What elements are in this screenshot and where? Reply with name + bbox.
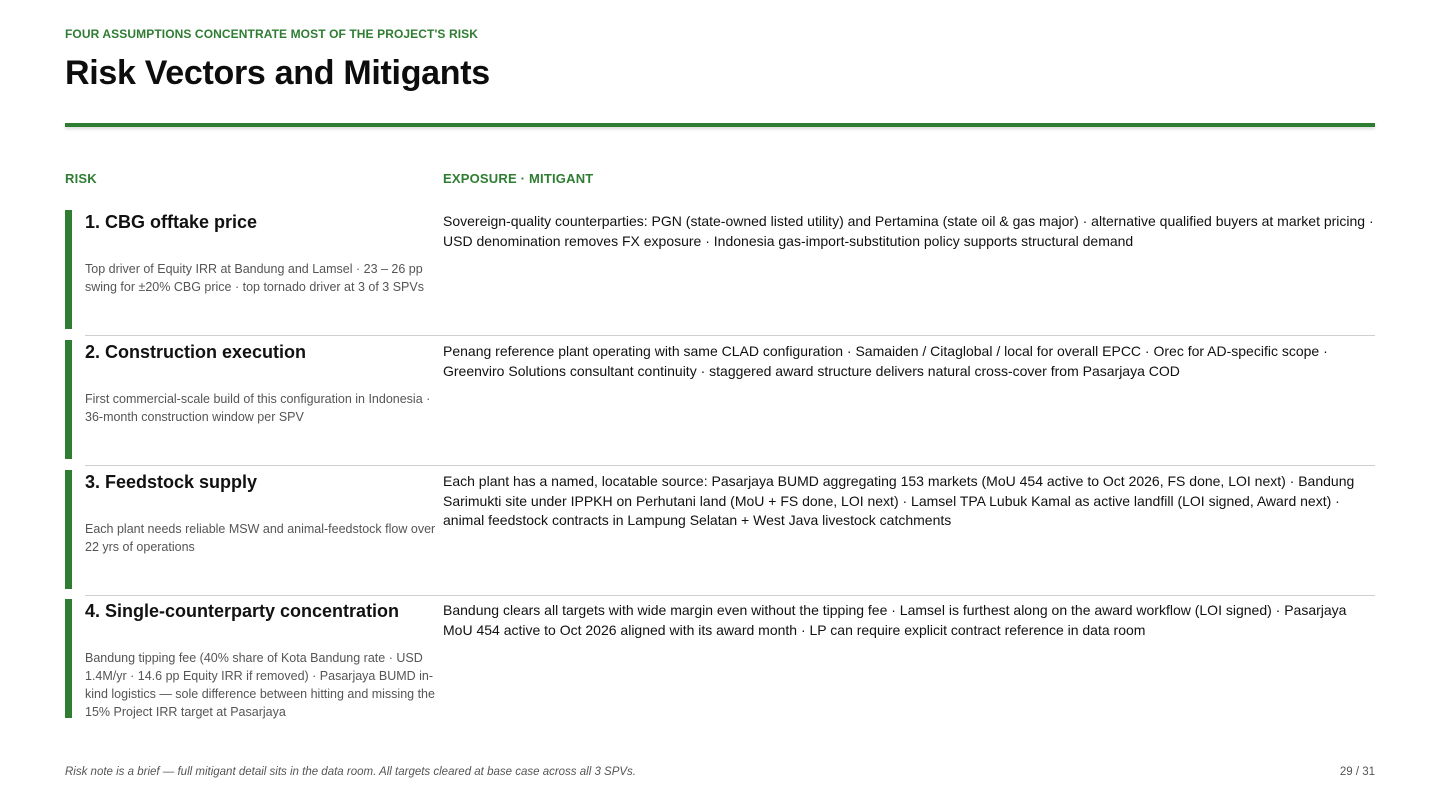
risk-description: Each plant needs reliable MSW and animal-feedstock flow over 22 yrs of operations xyxy=(85,522,436,554)
risk-description: Bandung tipping fee (40% share of Kota Bandung rate · USD 1.4M/yr · 14.6 pp Equity IRR if removed) · Pasarjaya BUMD in-kind logistics — sole difference between hitting and missing the 15% Project IRR target at Pasarjaya xyxy=(85,651,435,719)
risk-name: 3. Feedstock supply xyxy=(85,472,258,492)
eyebrow-label: FOUR ASSUMPTIONS CONCENTRATE MOST OF THE PROJECT'S RISK xyxy=(65,27,479,41)
title-divider xyxy=(65,123,1375,127)
risk-accent-bar xyxy=(65,340,72,459)
page-number: 29 / 31 xyxy=(1339,766,1375,778)
risk-description: Top driver of Equity IRR at Bandung and Lamsel · 23 – 26 pp swing for ±20% CBG price · top tornado driver at 3 of 3 SPVs xyxy=(85,262,424,294)
row-divider xyxy=(85,465,1375,466)
risk-row-counterparty-concentration xyxy=(65,599,1375,719)
risk-description: First commercial-scale build of this configuration in Indonesia · 36-month construction window per SPV xyxy=(85,392,431,424)
risk-name: 2. Construction execution xyxy=(85,342,307,362)
page-title: Risk Vectors and Mitigants xyxy=(65,54,490,92)
risk-mitigant: Each plant has a named, locatable source: Pasarjaya BUMD aggregating 153 markets (MoU 454 active to Oct 2026, FS done, LOI next) · Bandung Sarimukti site under IPPKH on Perhutani land (MoU + FS done, LOI next) · Lamsel TPA Lubuk Kamal as active landfill (LOI signed, Award next) · animal feedstock contracts in Lampung Selatan + West Java livestock catchments xyxy=(443,473,1355,528)
footer-note: Risk note is a brief — full mitigant detail sits in the data room. All targets cleared at base case across all 3 SPVs. xyxy=(65,766,637,778)
risk-row-construction-execution xyxy=(65,340,1375,460)
risk-accent-bar xyxy=(65,599,72,718)
risk-accent-bar xyxy=(65,210,72,329)
column-header-exposure-mitigant: EXPOSURE · MITIGANT xyxy=(443,171,594,186)
row-divider xyxy=(85,335,1375,336)
row-divider xyxy=(85,595,1375,596)
risk-name: 1. CBG offtake price xyxy=(85,212,258,232)
risk-accent-bar xyxy=(65,470,72,589)
risk-row-offtake-price xyxy=(65,210,1375,330)
risk-mitigant: Penang reference plant operating with same CLAD configuration · Samaiden / Citaglobal / local for overall EPCC · Orec for AD-specific scope · Greenviro Solutions consultant continuity · staggered award structure delivers natural cross-cover from Pasarjaya COD xyxy=(443,343,1328,379)
risk-row-feedstock-supply xyxy=(65,470,1375,590)
column-header-risk: RISK xyxy=(65,171,97,186)
risk-mitigant: Bandung clears all targets with wide margin even without the tipping fee · Lamsel is furthest along on the award workflow (LOI signed) · Pasarjaya MoU 454 active to Oct 2026 aligned with its award month · LP can require explicit contract reference in data room xyxy=(443,602,1347,638)
risk-mitigant: Sovereign-quality counterparties: PGN (state-owned listed utility) and Pertamina (state oil & gas major) · alternative qualified buyers at market pricing · USD denomination removes FX exposure · Indonesia gas-import-substitution policy supports structural demand xyxy=(443,213,1374,249)
risk-name: 4. Single-counterparty concentration xyxy=(85,601,400,621)
